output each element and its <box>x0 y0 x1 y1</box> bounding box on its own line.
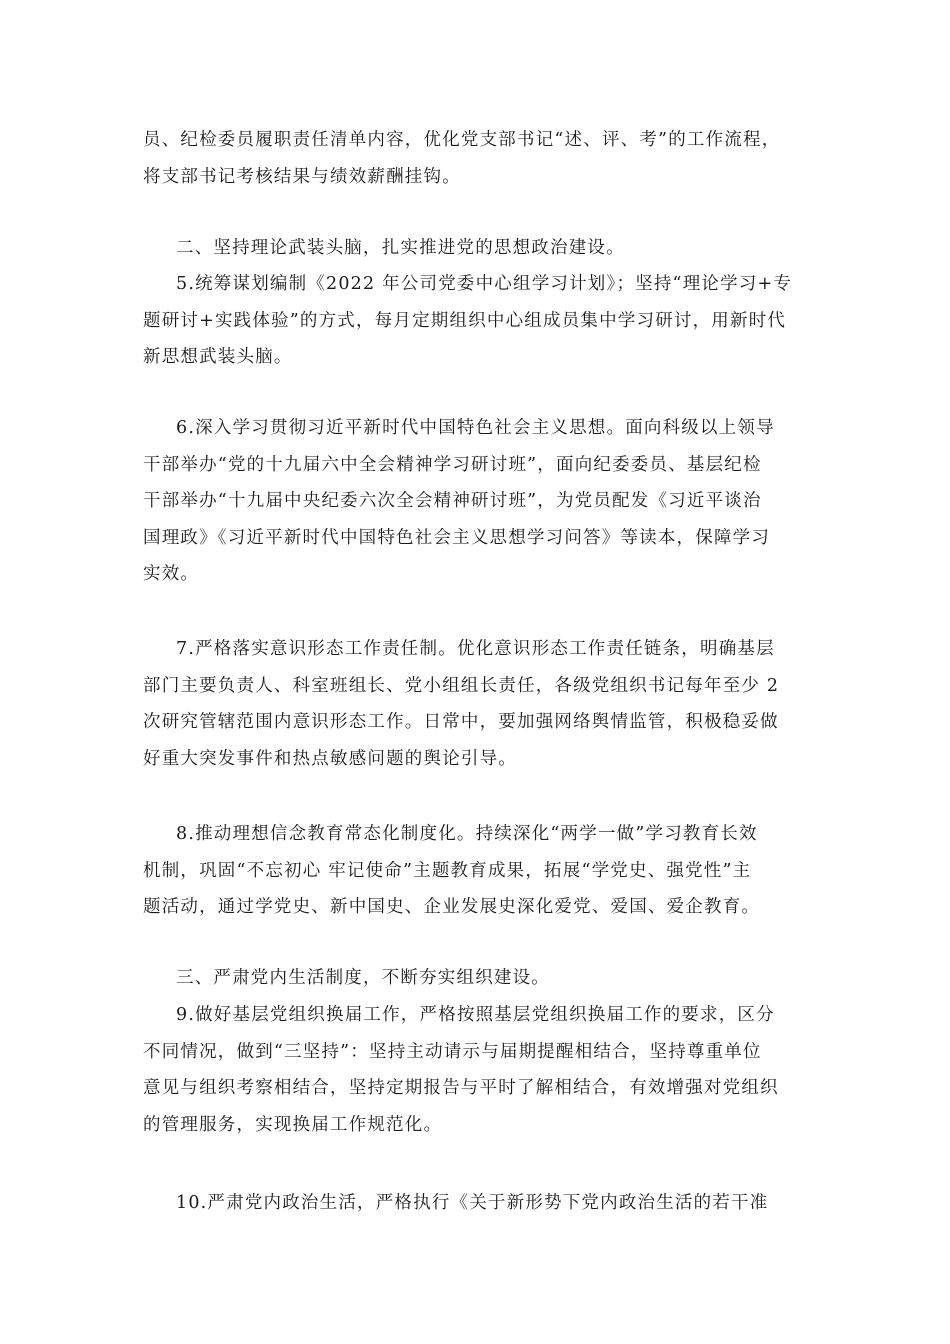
paragraph-item-10 <box>143 1185 808 1222</box>
text-line: 题研讨+实践体验”的方式，每月定期组织中心组成员集中学习研讨，用新时代 <box>143 310 787 331</box>
text-line: 不同情况，做到“三坚持”：坚持主动请示与届期提醒相结合，坚持尊重单位 <box>143 1041 762 1062</box>
text-line: 新思想武装头脑。 <box>143 347 293 367</box>
paragraph-item-6 <box>143 410 808 593</box>
text-line: 的管理服务，实现换届工作规范化。 <box>143 1114 443 1135</box>
text-line: 好重大突发事件和热点敏感问题的舆论引导。 <box>143 748 517 769</box>
paragraph-item-5 <box>143 266 808 376</box>
section-heading-3: 三、严肃党内生活制度，不断夯实组织建设。 <box>176 968 550 988</box>
text-line: 意见与组织考察相结合，坚持定期报告与平时了解相结合，有效增强对党组织 <box>143 1078 779 1098</box>
paragraph-item-7 <box>143 631 808 777</box>
text-line: 题活动，通过学党史、新中国史、企业发展史深化爱党、爱国、爱企教育。 <box>143 897 761 917</box>
text-line: 10.严肃党内政治生活，严格执行《关于新形势下党内政治生活的若干准 <box>176 1193 769 1213</box>
text-line: 国理政》《习近平新时代中国特色社会主义思想学习问答》等读本，保障学习 <box>143 527 771 548</box>
section-heading-2: 二、坚持理论武装头脑，扎实推进党的思想政治建设。 <box>176 238 625 258</box>
text-line: 干部举办“十九届中央纪委六次全会精神研讨班”，为党员配发《习近平谈治 <box>143 491 762 511</box>
text-line: 次研究管辖范围内意识形态工作。日常中，要加强网络舆情监管，积极稳妥做 <box>143 712 779 732</box>
paragraph-continued <box>143 122 808 195</box>
text-line: 6.深入学习贯彻习近平新时代中国特色社会主义思想。面向科级以上领导 <box>176 418 775 438</box>
text-line: 5.统筹谋划编制《2022 年公司党委中心组学习计划》；坚持“理论学习+专 <box>176 274 793 294</box>
text-line: 将支部书记考核结果与绩效薪酬挂钩。 <box>143 166 461 187</box>
paragraph-item-8 <box>143 816 808 926</box>
text-line: 机制，巩固“不忘初心 牢记使命”主题教育成果，拓展“学党史、强党性”主 <box>143 860 752 881</box>
text-line: 部门主要负责人、科室班组长、党小组组长责任，各级党组织书记每年至少 2 <box>143 675 780 696</box>
text-line: 7.严格落实意识形态工作责任制。优化意识形态工作责任链条，明确基层 <box>176 639 775 659</box>
text-line: 实效。 <box>143 564 200 584</box>
text-line: 干部举办“党的十九届六中全会精神学习研讨班”，面向纪委委员、基层纪检 <box>143 454 762 475</box>
text-line: 8.推动理想信念教育常态化制度化。持续深化“两学一做”学习教育长效 <box>176 824 758 844</box>
text-line: 员、纪检委员履职责任清单内容，优化党支部书记“述、评、考”的工作流程， <box>143 130 781 150</box>
text-line: 9.做好基层党组织换届工作，严格按照基层党组织换届工作的要求，区分 <box>176 1005 775 1025</box>
paragraph-item-9 <box>143 997 808 1143</box>
